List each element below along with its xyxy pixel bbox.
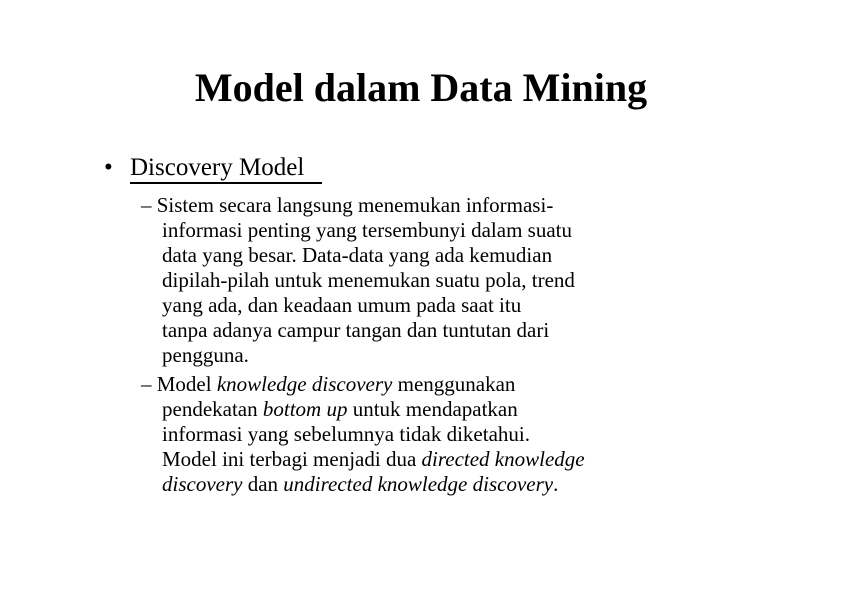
text-line: Sistem secara langsung menemukan informasi- — [156, 193, 554, 217]
text-segment: menggunakan — [392, 372, 516, 396]
sub-item-2-line-3: informasi yang sebelumnya tidak diketahui. — [162, 422, 530, 446]
sub-item-2-line-4 — [141, 447, 701, 472]
text-line: yang ada, dan keadaan umum pada saat itu — [162, 293, 522, 317]
text-line: informasi penting yang tersembunyi dalam suatu — [162, 218, 572, 242]
text-segment-italic: undirected knowledge discovery — [283, 472, 554, 496]
dash-marker: – — [141, 193, 152, 217]
sub-item-2-line-1 — [141, 372, 701, 397]
text-segment: pendekatan — [162, 397, 263, 421]
sub-item-2-line-2 — [141, 397, 701, 422]
text-line: dipilah-pilah untuk menemukan suatu pola, trend — [162, 268, 575, 292]
text-segment-italic: bottom up — [262, 397, 348, 421]
sub-item-1-line — [141, 193, 701, 218]
text-segment-italic: directed knowledge — [421, 447, 585, 471]
text-segment: dan — [242, 472, 284, 496]
dash-marker: – — [141, 372, 152, 396]
text-segment: . — [553, 472, 559, 496]
text-segment: Model ini terbagi menjadi dua — [162, 447, 422, 471]
bullet-marker: • — [104, 154, 113, 181]
text-segment: untuk mendapatkan — [347, 397, 518, 421]
text-line: data yang besar. Data-data yang ada kemudian — [162, 243, 553, 267]
bullet-label: Discovery Model — [130, 154, 322, 184]
text-line: tanpa adanya campur tangan dan tuntutan dari — [162, 318, 550, 342]
text-segment-italic: discovery — [162, 472, 243, 496]
text-segment: Model — [156, 372, 217, 396]
slide-title: Model dalam Data Mining — [194, 65, 648, 110]
text-line: pengguna. — [162, 343, 249, 367]
text-segment-italic: knowledge discovery — [216, 372, 393, 396]
sub-item-2 — [141, 372, 701, 497]
sub-item-2-line-5 — [141, 472, 701, 497]
sub-item-1 — [141, 193, 701, 368]
bullet-discovery-model — [104, 152, 322, 184]
